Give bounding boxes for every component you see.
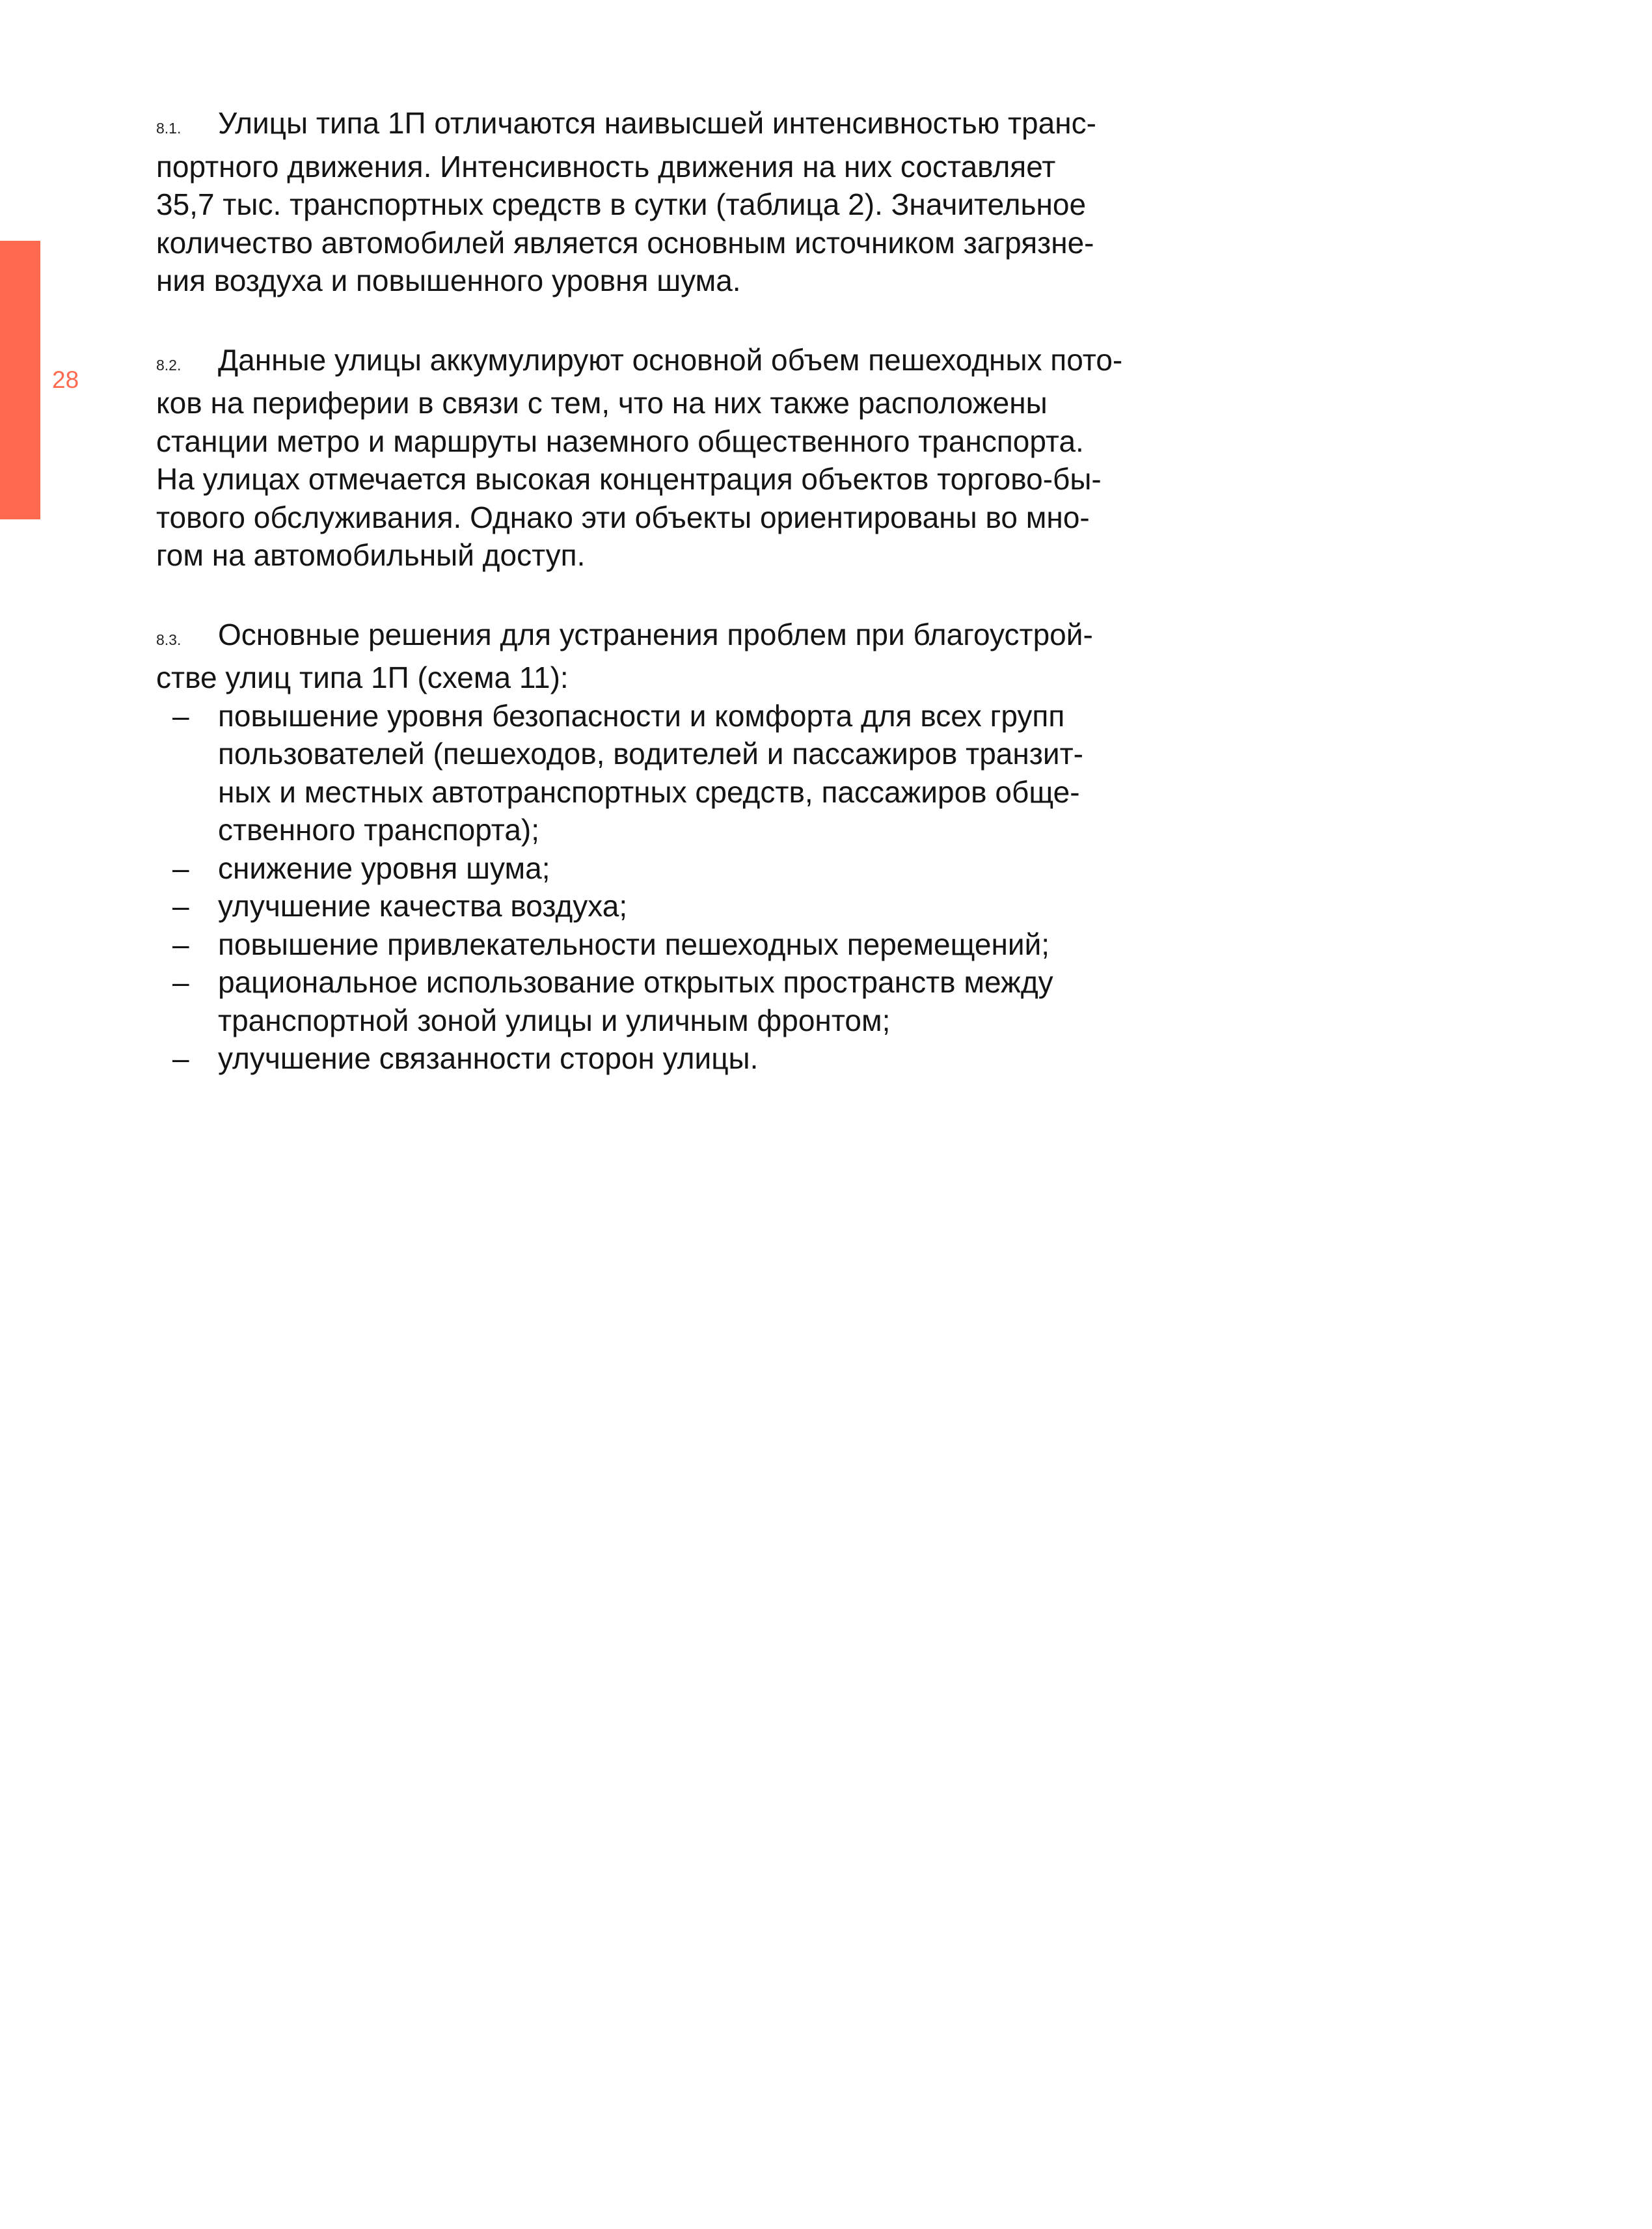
paragraph-line: гом на автомобильный доступ. xyxy=(156,538,586,572)
dash-bullet-icon: – xyxy=(172,698,189,733)
list-item-line: транспортной зоной улицы и уличным фронтом; xyxy=(218,1003,891,1037)
dash-bullet-icon: – xyxy=(172,1041,189,1075)
list-item-line: рациональное использование открытых пространств между xyxy=(218,965,1053,999)
list-item xyxy=(156,963,1145,1039)
section-8-3 xyxy=(156,616,1145,697)
paragraph-line: На улицах отмечается высокая концентрация объектов торгово-бы- xyxy=(156,462,1102,496)
section-8-2 xyxy=(156,341,1145,575)
list-item-line: снижение уровня шума; xyxy=(218,851,550,885)
list-item-line: повышение уровня безопасности и комфорта для всех групп xyxy=(218,698,1065,733)
paragraph-line: портного движения. Интенсивность движения на них составляет xyxy=(156,149,1056,184)
dash-bullet-icon: – xyxy=(172,889,189,923)
section-number: 8.2. xyxy=(156,356,182,374)
list-item-line: повышение привлекательности пешеходных перемещений; xyxy=(218,927,1050,961)
list-item xyxy=(156,887,1145,925)
list-item xyxy=(156,925,1145,964)
page-number: 28 xyxy=(52,366,79,393)
paragraph-line: ков на периферии в связи с тем, что на них также расположены xyxy=(156,386,1048,420)
paragraph-line: 35,7 тыс. транспортных средств в сутки (таблица 2). Значительное xyxy=(156,187,1087,221)
list-item xyxy=(156,849,1145,888)
list-item-line: ственного транспорта); xyxy=(218,813,540,847)
side-color-tab xyxy=(0,241,40,519)
section-number: 8.1. xyxy=(156,120,182,137)
paragraph-line: количество автомобилей является основным источником загрязне- xyxy=(156,225,1094,260)
dash-bullet-icon: – xyxy=(172,965,189,999)
list-item xyxy=(156,697,1145,849)
section-8-1 xyxy=(156,104,1145,300)
solutions-list xyxy=(156,697,1145,1078)
list-item xyxy=(156,1039,1145,1078)
document-body xyxy=(156,104,1145,1078)
paragraph-line: стве улиц типа 1П (схема 11): xyxy=(156,661,569,694)
paragraph-line: тового обслуживания. Однако эти объекты ориентированы во мно- xyxy=(156,500,1090,534)
list-item-line: улучшение качества воздуха; xyxy=(218,889,628,923)
paragraph-line: 8.3. Основные решения для устранения проблем при благоустрой- xyxy=(156,616,1145,659)
paragraph-line: станции метро и маршруты наземного общественного транспорта. xyxy=(156,424,1084,458)
section-number: 8.3. xyxy=(156,631,182,648)
dash-bullet-icon: – xyxy=(172,927,189,961)
dash-bullet-icon: – xyxy=(172,851,189,885)
list-item-line: улучшение связанности сторон улицы. xyxy=(218,1041,759,1075)
paragraph-line: 8.2. Данные улицы аккумулируют основной объем пешеходных пото- xyxy=(156,341,1145,385)
list-item-line: ных и местных автотранспортных средств, пассажиров обще- xyxy=(218,774,1080,809)
paragraph-line: 8.1. Улицы типа 1П отличаются наивысшей интенсивностью транс- xyxy=(156,104,1145,148)
paragraph-line: ния воздуха и повышенного уровня шума. xyxy=(156,264,741,297)
list-item-line: пользователей (пешеходов, водителей и пассажиров транзит- xyxy=(218,737,1083,771)
